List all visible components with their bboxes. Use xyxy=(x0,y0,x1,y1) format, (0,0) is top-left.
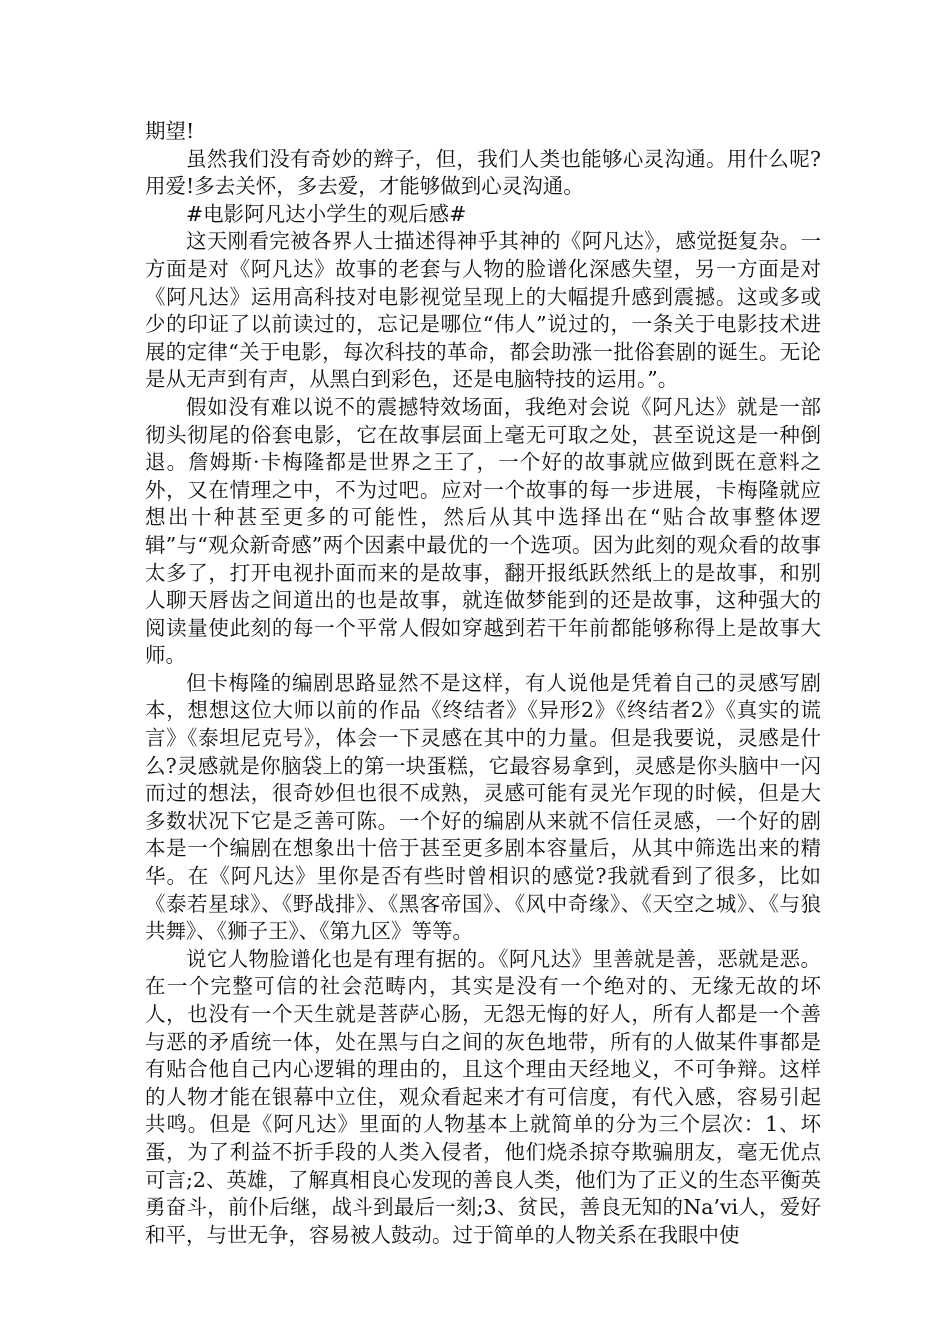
paragraph-3: 这天刚看完被各界人士描述得神乎其神的《阿凡达》，感觉挺复杂。一方面是对《阿凡达》故事的老套与人物的脸谱化深感失望，另一方面是对《阿凡达》运用高科技对电影视觉呈现上的大幅提升感到震撼。这或多或少的印证了以前读过的，忘记是哪位“伟人”说过的，一条关于电影技术进展的定律“关于电影，每次科技的革命，都会助涨一批俗套剧的诞生。无论是从无声到有声，从黑白到彩色，还是电脑特技的运用。”。 xyxy=(145,229,821,392)
paragraph-4: 假如没有难以说不的震撼特效场面，我绝对会说《阿凡达》就是一部彻头彻尾的俗套电影，它在故事层面上毫无可取之处，甚至说这是一种倒退。詹姆斯·卡梅隆都是世界之王了，一个好的故事就应做到既在意料之外，又在情理之中，不为过吧。应对一个故事的每一步进展，卡梅隆就应想出十种甚至更多的可能性，然后从其中选择出在“贴合故事整体逻辑”与“观众新奇感”两个因素中最优的一个选项。因为此刻的观众看的故事太多了，打开电视扑面而来的是故事，翻开报纸跃然纸上的是故事，和别人聊天唇齿之间道出的也是故事，就连做梦能到的还是故事，这种强大的阅读量使此刻的每一个平常人假如穿越到若干年前都能够称得上是故事大师。 xyxy=(145,394,821,668)
section-heading: #电影阿凡达小学生的观后感# xyxy=(186,201,467,226)
paragraph-5: 但卡梅隆的编剧思路显然不是这样，有人说他是凭着自己的灵感写剧本，想想这位大师以前的作品《终结者》《异形2》《终结者2》《真实的谎言》《泰坦尼克号》，体会一下灵感在其中的力量。但是我要说，灵感是什么?灵感就是你脑袋上的第一块蛋糕，它最容易拿到，灵感是你头脑中一闪而过的想法，很奇妙但也很不成熟，灵感可能有灵光乍现的时候，但是大多数状况下它是乏善可陈。一个好的编剧从来就不信任灵感，一个好的剧本是一个编剧在想象出十倍于甚至更多剧本容量后，从其中筛选出来的精华。在《阿凡达》里你是否有些时曾相识的感觉?我就看到了很多，比如《泰若星球》、《野战排》、《黑客帝国》、《风中奇缘》、《天空之城》、《与狼共舞》、《狮子王》、《第九区》等等。 xyxy=(145,670,821,944)
paragraph-1: 期望! xyxy=(145,119,195,143)
paragraph-6: 说它人物脸谱化也是有理有据的。《阿凡达》里善就是善，恶就是恶。在一个完整可信的社会范畴内，其实是没有一个绝对的、无缘无故的坏人，也没有一个天生就是菩萨心肠，无怨无悔的好人，所有人都是一个善与恶的矛盾统一体，处在黑与白之间的灰色地带，所有的人做某件事都是有贴合他自己内心逻辑的理由的，且这个理由天经地义，不可争辩。这样的人物才能在银幕中立住，观众看起来才有可信度，有代入感，容易引起共鸣。但是《阿凡达》里面的人物基本上就简单的分为三个层次：1、坏蛋，为了利益不折手段的人类入侵者，他们烧杀掠夺欺骗朋友，毫无优点可言;2、英雄，了解真相良心发现的善良人类，他们为了正义的生态平衡英勇奋斗，前仆后继，战斗到最后一刻;3、贫民，善良无知的Na’vi人，爱好和平，与世无争，容易被人鼓动。过于简单的人物关系在我眼中使 xyxy=(145,946,821,1247)
paragraph-2: 虽然我们没有奇妙的辫子，但，我们人类也能够心灵沟通。用什么呢?用爱!多去关怀，多去爱，才能够做到心灵沟通。 xyxy=(145,146,821,199)
document-body xyxy=(145,118,821,1249)
